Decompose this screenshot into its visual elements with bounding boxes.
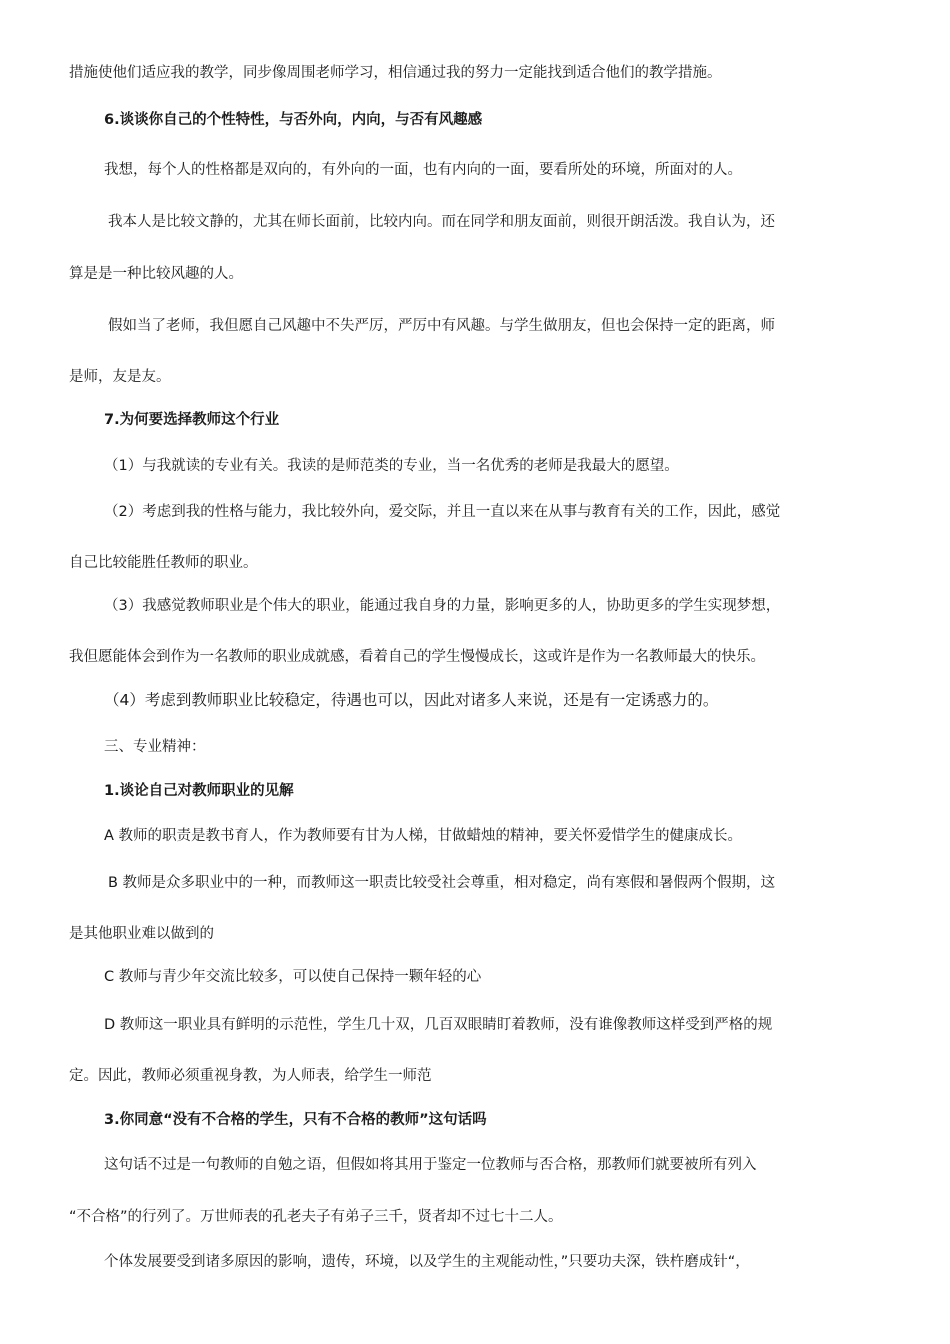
text-line: 是师，友是友。 xyxy=(69,369,171,385)
text-line: （1）与我就读的专业有关。我读的是师范类的专业，当一名优秀的老师是我最大的愿望。 xyxy=(104,458,679,474)
section-heading: 三、专业精神： xyxy=(104,739,206,755)
text-line: 我但愿能体会到作为一名教师的职业成就感，看着自己的学生慢慢成长，这或许是作为一名教师最大的快乐。 xyxy=(69,649,765,665)
text-line: 定。因此，教师必须重视身教，为人师表，给学生一师范 xyxy=(69,1068,432,1084)
text-line: 算是是一种比较风趣的人。 xyxy=(69,266,243,282)
text-line: D 教师这一职业具有鲜明的示范性，学生几十双，几百双眼睛盯着教师，没有谁像教师这样受到严格的规 xyxy=(104,1017,773,1033)
text-line: B 教师是众多职业中的一种，而教师这一职责比较受社会尊重，相对稳定，尚有寒假和暑假两个假期，这 xyxy=(108,875,776,891)
text-line: （4）考虑到教师职业比较稳定，待遇也可以，因此对诸多人来说，还是有一定诱惑力的。 xyxy=(104,691,719,709)
question-heading-3: 3.你同意“没有不合格的学生，只有不合格的教师”这句话吗 xyxy=(104,1112,487,1128)
text-line: 这句话不过是一句教师的自勉之语，但假如将其用于鉴定一位教师与否合格，那教师们就要被所有列入 xyxy=(104,1157,757,1173)
text-line: 个体发展要受到诸多原因的影响，遗传，环境，以及学生的主观能动性，”只要功夫深，铁杵磨成针“， xyxy=(104,1254,750,1270)
text-line: “不合格”的行列了。万世师表的孔老夫子有弟子三千，贤者却不过七十二人。 xyxy=(69,1209,563,1225)
question-heading-1: 1.谈论自己对教师职业的见解 xyxy=(104,783,294,799)
text-line: 我想，每个人的性格都是双向的，有外向的一面，也有内向的一面，要看所处的环境，所面对的人。 xyxy=(104,162,742,178)
text-line: 措施使他们适应我的教学，同步像周围老师学习，相信通过我的努力一定能找到适合他们的教学措施。 xyxy=(69,65,722,81)
text-line: 假如当了老师，我但愿自己风趣中不失严厉，严厉中有风趣。与学生做朋友，但也会保持一定的距离，师 xyxy=(108,318,775,334)
question-heading-6: 6.谈谈你自己的个性特性，与否外向，内向，与否有风趣感 xyxy=(104,112,483,128)
text-line: C 教师与青少年交流比较多，可以使自己保持一颗年轻的心 xyxy=(104,969,482,985)
text-line: A 教师的职责是教书育人，作为教师要有甘为人梯，甘做蜡烛的精神，要关怀爱惜学生的健康成长。 xyxy=(104,828,743,844)
text-line: 自己比较能胜任教师的职业。 xyxy=(69,555,258,571)
question-heading-7: 7.为何要选择教师这个行业 xyxy=(104,412,280,428)
text-line: 我本人是比较文静的，尤其在师长面前，比较内向。而在同学和朋友面前，则很开朗活泼。我自认为，还 xyxy=(108,214,775,230)
text-line: （2）考虑到我的性格与能力，我比较外向，爱交际，并且一直以来在从事与教育有关的工作，因此，感觉 xyxy=(104,504,781,520)
text-line: 是其他职业难以做到的 xyxy=(69,926,214,942)
text-line: （3）我感觉教师职业是个伟大的职业，能通过我自身的力量，影响更多的人，协助更多的学生实现梦想， xyxy=(104,598,781,614)
